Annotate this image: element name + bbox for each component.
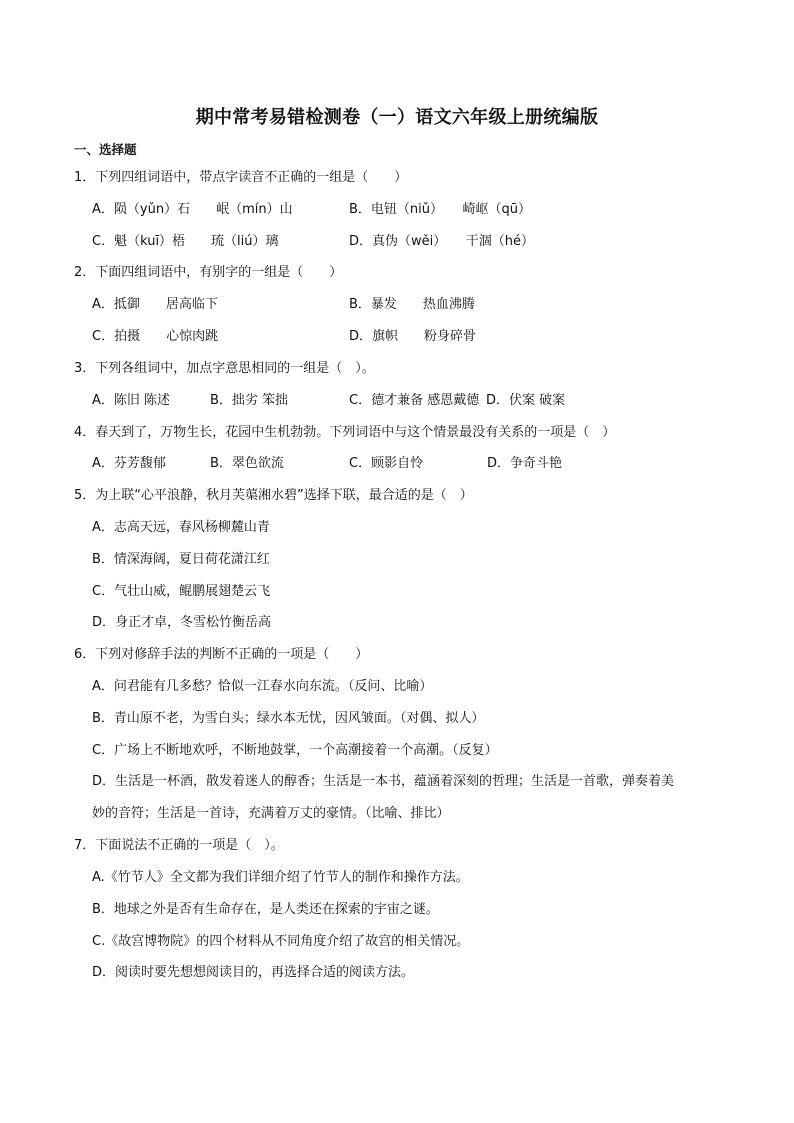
question-3-stem: 3．下列各组词中，加点字意思相同的一组是（ ）。 [74,361,375,376]
question-4-option-b: B．翠色欲流 [210,456,284,471]
question-7-option-a: A.《竹节人》全文都为我们详细介绍了竹节人的制作和操作方法。 [92,870,469,885]
question-6-option-a: A．问君能有几多愁？恰似一江春水向东流。（反问、比喻） [92,679,433,694]
question-1-option-c: C．魁（kuī）梧 琉（liú）璃 [92,234,279,249]
question-5-stem: 5．为上联“心平浪静，秋月芙蕖湘水碧”选择下联，最合适的是（ ） [74,488,473,503]
question-7-stem: 7．下面说法不正确的一项是（ ）。 [74,838,284,853]
page-title: 期中常考易错检测卷（一）语文六年级上册统编版 [195,107,599,128]
question-1-option-b: B．电钮（niǔ） 崎岖（qū） [349,202,532,217]
question-5-option-d: D．身正才卓，冬雪松竹衡岳高 [92,615,272,630]
question-6-option-b: B．青山原不老，为雪白头；绿水本无忧，因风皱面。（对偶、拟人） [92,711,485,726]
question-4-option-c: C．顾影自怜 [349,456,424,471]
question-5-option-b: B．情深海阔，夏日荷花潇江红 [92,552,270,567]
question-2-option-b: B．暴发 热血沸腾 [349,297,475,312]
question-1-option-a: A．陨（yǔn）石 岷（mín）山 [92,202,293,217]
question-5-option-c: C．气壮山威，鲲鹏展翅楚云飞 [92,584,271,599]
question-4-option-d: D．争奇斗艳 [487,456,563,471]
question-1-stem: 1．下列四组词语中，带点字读音不正确的一组是（ ） [74,170,408,185]
question-4-stem: 4．春天到了，万物生长，花园中生机勃勃。下列词语中与这个情景最没有关系的一项是（ ） [74,425,616,440]
question-5-option-a: A．志高天远，春风杨柳麓山青 [92,520,270,535]
question-6-option-c: C．广场上不断地欢呼，不断地鼓掌，一个高潮接着一个高潮。（反复） [92,743,498,758]
question-1-option-d: D．真伪（wěi） 干涸（hé） [349,234,534,249]
question-2-stem: 2．下面四组词语中，有别字的一组是（ ） [74,265,343,280]
question-6-stem: 6．下列对修辞手法的判断不正确的一项是（ ） [74,647,369,662]
question-3-option-c: C．德才兼备 感恩戴德 [349,393,480,408]
question-3-option-a: A．陈旧 陈述 [92,393,171,408]
question-7-option-b: B．地球之外是否有生命存在，是人类还在探索的宇宙之谜。 [92,902,439,917]
question-2-option-c: C．拍摄 心惊肉跳 [92,329,219,344]
question-4-option-a: A．芬芳馥郁 [92,456,166,471]
section-heading: 一、选择题 [74,142,137,157]
question-2-option-a: A．抵御 居高临下 [92,297,218,312]
question-6-option-d-line-2: 妙的音符；生活是一首诗，充满着万丈的豪情。（比喻、排比） [92,806,450,821]
question-2-option-d: D．旗帜 粉身碎骨 [349,329,477,344]
question-3-option-b: B．拙劣 笨拙 [210,393,289,408]
question-7-option-d: D．阅读时要先想想阅读目的，再选择合适的阅读方法。 [92,965,415,980]
question-6-option-d-line-1: D．生活是一杯酒，散发着迷人的醇香；生活是一本书，蕴涵着深刻的哲理；生活是一首歌，弹奏着美 [92,774,675,789]
question-3-option-d: D．伏案 破案 [486,393,566,408]
question-7-option-c: C.《故宫博物院》的四个材料从不同角度介绍了故宫的相关情况。 [92,934,470,949]
